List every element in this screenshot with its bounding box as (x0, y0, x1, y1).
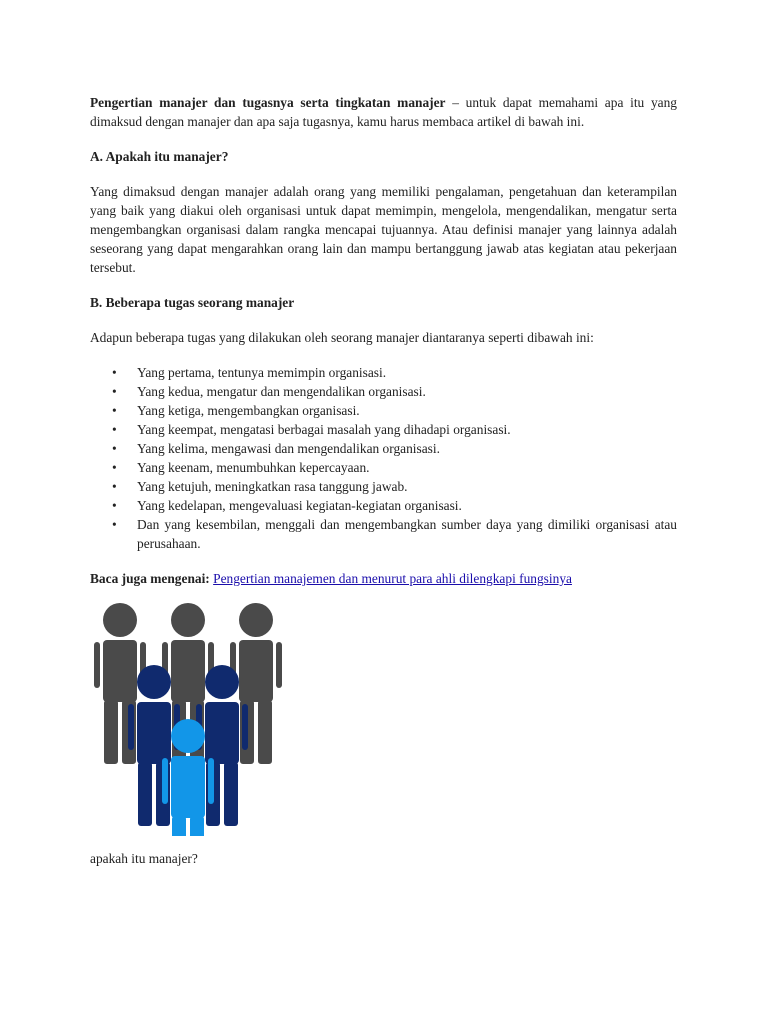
section-b-heading: B. Beberapa tugas seorang manajer (90, 295, 295, 310)
bullet-icon: • (112, 365, 117, 380)
article-body (90, 93, 677, 868)
list-item (90, 363, 677, 382)
list-item (90, 496, 677, 515)
bullet-icon: • (112, 403, 117, 418)
bullet-icon: • (112, 479, 117, 494)
section-a-body: Yang dimaksud dengan manajer adalah orang yang memiliki pengalaman, pengetahuan dan keterampilan yang baik yang diakui oleh organisasi untuk dapat memimpin, mengelola, mengendalikan, mengatur serta mengembangkan organisasi dalam rangka mencapai tujuannya. Atau definisi manajer yang lainnya adalah seseorang yang dapat mengarahkan orang lain dan mampu bertanggung jawab atas kegiatan atau pekerjaan tersebut. (90, 184, 677, 275)
people-hierarchy-figure (90, 596, 290, 836)
read-also-link[interactable]: Pengertian manajemen dan menurut para ahli dilengkapi fungsinya (213, 571, 572, 586)
read-also-label: Baca juga mengenai: (90, 571, 210, 586)
list-item-text: Yang pertama, tentunya memimpin organisasi. (137, 365, 387, 380)
figure-caption: apakah itu manajer? (90, 851, 198, 866)
task-list (90, 363, 677, 553)
list-item-text: Yang kedua, mengatur dan mengendalikan organisasi. (137, 384, 426, 399)
bullet-icon: • (112, 498, 117, 513)
bullet-icon: • (112, 422, 117, 437)
list-item (90, 420, 677, 439)
bullet-icon: • (112, 517, 117, 532)
list-item-text: Yang keempat, mengatasi berbagai masalah yang dihadapi organisasi. (137, 422, 511, 437)
intro-text: – untuk dapat memahami apa itu yang dimaksud dengan manajer dan apa saja tugasnya, kamu harus membaca artikel di bawah ini. (90, 95, 677, 129)
list-item-text: Yang keenam, menumbuhkan kepercayaan. (137, 460, 370, 475)
list-item (90, 458, 677, 477)
list-item (90, 477, 677, 496)
people-hierarchy-icon (90, 596, 290, 836)
read-also-line (90, 569, 677, 588)
list-item-text: Yang ketujuh, meningkatkan rasa tanggung jawab. (137, 479, 408, 494)
intro-title: Pengertian manajer dan tugasnya serta tingkatan manajer (90, 95, 446, 110)
list-item (90, 515, 677, 553)
list-item-text: Yang kedelapan, mengevaluasi kegiatan-kegiatan organisasi. (137, 498, 462, 513)
list-item (90, 439, 677, 458)
list-item-text: Yang kelima, mengawasi dan mengendalikan organisasi. (137, 441, 440, 456)
bullet-icon: • (112, 384, 117, 399)
list-item-text: Yang ketiga, mengembangkan organisasi. (137, 403, 360, 418)
intro-paragraph (90, 93, 677, 131)
bullet-icon: • (112, 441, 117, 456)
section-b-intro: Adapun beberapa tugas yang dilakukan oleh seorang manajer diantaranya seperti dibawah ini: (90, 330, 594, 345)
list-item (90, 401, 677, 420)
list-item-text: Dan yang kesembilan, menggali dan mengembangkan sumber daya yang dimiliki organisasi atau perusahaan. (137, 517, 677, 551)
bullet-icon: • (112, 460, 117, 475)
section-a-heading: A. Apakah itu manajer? (90, 149, 229, 164)
list-item (90, 382, 677, 401)
